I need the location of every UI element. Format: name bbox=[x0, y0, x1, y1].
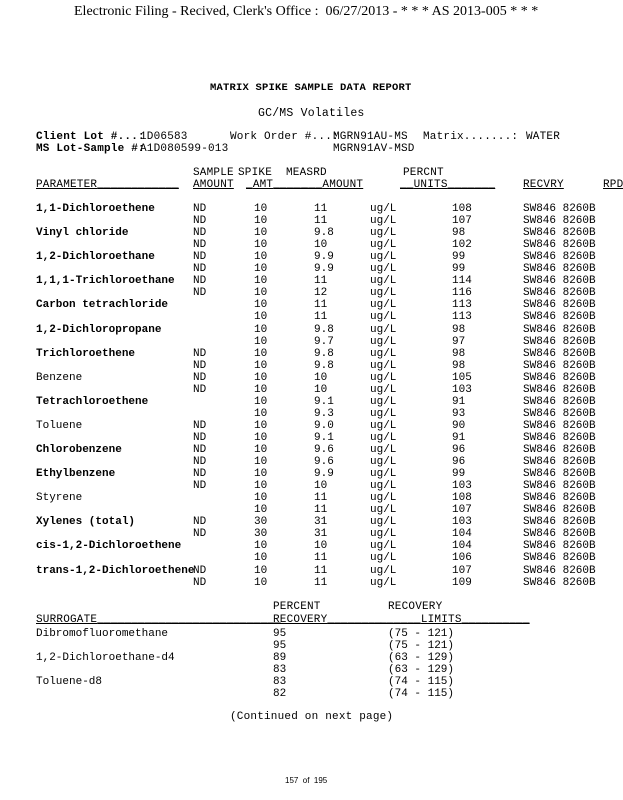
parameter-cell: Toluene bbox=[36, 419, 83, 432]
measured-amount-cell: 9.6 bbox=[314, 456, 334, 469]
units-cell: ug/L bbox=[370, 287, 397, 300]
units-cell: ug/L bbox=[370, 516, 397, 529]
parameter-cell: Xylenes (total) bbox=[36, 516, 136, 529]
head-sample: SAMPLE bbox=[193, 167, 234, 179]
units-cell: ug/L bbox=[370, 359, 397, 372]
units-cell: ug/L bbox=[370, 576, 397, 589]
table-row bbox=[0, 372, 618, 384]
spike-amount-cell: 10 bbox=[254, 407, 268, 420]
surrogate-percent-cell: 89 bbox=[273, 652, 287, 665]
table-row bbox=[0, 540, 618, 552]
recovery-cell: 103 bbox=[452, 516, 472, 529]
surrogate-name-cell: 1,2-Dichloroethane-d4 bbox=[36, 652, 175, 665]
measured-amount-cell: 9.8 bbox=[314, 227, 334, 240]
recovery-cell: 98 bbox=[452, 323, 466, 336]
sample-amount-cell: ND bbox=[193, 431, 207, 444]
measured-amount-cell: 11 bbox=[314, 299, 328, 312]
measured-amount-cell: 9.3 bbox=[314, 407, 334, 420]
units-cell: ug/L bbox=[370, 215, 397, 228]
head-amount2: ___AMOUNT bbox=[302, 179, 364, 191]
spike-amount-cell: 10 bbox=[254, 347, 268, 360]
units-cell: ug/L bbox=[370, 552, 397, 565]
units-cell: ug/L bbox=[370, 263, 397, 276]
recovery-cell: 107 bbox=[452, 504, 472, 517]
sample-amount-cell: ND bbox=[193, 251, 207, 264]
method-cell: SW846 8260B bbox=[523, 468, 596, 481]
recovery-cell: 116 bbox=[452, 287, 472, 300]
table-row bbox=[0, 480, 618, 492]
measured-amount-cell: 31 bbox=[314, 528, 328, 541]
method-cell: SW846 8260B bbox=[523, 335, 596, 348]
method-cell: SW846 8260B bbox=[523, 456, 596, 469]
units-cell: ug/L bbox=[370, 335, 397, 348]
surrogate-row bbox=[0, 628, 618, 640]
table-row bbox=[0, 552, 618, 564]
sample-amount-cell: ND bbox=[193, 576, 207, 589]
table-row bbox=[0, 311, 618, 323]
table-row bbox=[0, 565, 618, 577]
recovery-cell: 113 bbox=[452, 311, 472, 324]
spike-amount-cell: 10 bbox=[254, 383, 268, 396]
method-cell: SW846 8260B bbox=[523, 540, 596, 553]
parameter-cell: Styrene bbox=[36, 492, 83, 505]
spike-amount-cell: 10 bbox=[254, 263, 268, 276]
spike-amount-cell: 10 bbox=[254, 540, 268, 553]
parameter-cell: cis-1,2-Dichloroethene bbox=[36, 540, 182, 553]
recovery-cell: 109 bbox=[452, 576, 472, 589]
sample-amount-cell: ND bbox=[193, 419, 207, 432]
client-lot-label: Client Lot #...: bbox=[36, 131, 145, 143]
surrogate-limits-cell: (74 - 115) bbox=[388, 676, 455, 689]
recovery-cell: 107 bbox=[452, 564, 472, 577]
recovery-cell: 104 bbox=[452, 540, 472, 553]
table-row bbox=[0, 336, 618, 348]
spike-amount-cell: 10 bbox=[254, 227, 268, 240]
table-row bbox=[0, 251, 618, 263]
recovery-cell: 96 bbox=[452, 444, 466, 456]
parameter-cell: Tetrachloroethene bbox=[36, 395, 149, 408]
units-cell: ug/L bbox=[370, 504, 397, 517]
head-percnt: PERCNT bbox=[403, 167, 444, 179]
report-title: MATRIX SPIKE SAMPLE DATA REPORT bbox=[210, 82, 412, 94]
report-subtitle: GC/MS Volatiles bbox=[258, 107, 365, 120]
measured-amount-cell: 9.0 bbox=[314, 419, 334, 432]
recovery-cell: 104 bbox=[452, 528, 472, 541]
recovery-cell: 103 bbox=[452, 480, 472, 493]
surr-head-limits: ______LIMITS__________ bbox=[380, 614, 530, 626]
page-footer: 157 of 195 bbox=[285, 776, 328, 785]
units-cell: ug/L bbox=[370, 275, 397, 288]
recovery-cell: 98 bbox=[452, 227, 466, 240]
table-row bbox=[0, 227, 618, 239]
parameter-cell: Chlorobenzene bbox=[36, 444, 122, 456]
ms-lot-value: A1D080599-013 bbox=[140, 143, 229, 155]
method-cell: SW846 8260B bbox=[523, 480, 596, 493]
method-cell: SW846 8260B bbox=[523, 263, 596, 276]
surrogate-percent-cell: 82 bbox=[273, 688, 287, 701]
recovery-cell: 103 bbox=[452, 383, 472, 396]
method-cell: SW846 8260B bbox=[523, 215, 596, 228]
table-row bbox=[0, 360, 618, 372]
sample-amount-cell: ND bbox=[193, 528, 207, 541]
head-parameter: PARAMETER____________ bbox=[36, 179, 179, 191]
units-cell: ug/L bbox=[370, 419, 397, 432]
spike-amount-cell: 10 bbox=[254, 215, 268, 228]
table-row bbox=[0, 420, 618, 432]
surrogate-row bbox=[0, 640, 618, 652]
surrogate-row bbox=[0, 688, 618, 700]
method-cell: SW846 8260B bbox=[523, 516, 596, 529]
surr-head-percent: PERCENT bbox=[273, 601, 321, 613]
table-row bbox=[0, 203, 618, 215]
sample-amount-cell: ND bbox=[193, 480, 207, 493]
measured-amount-cell: 11 bbox=[314, 564, 328, 577]
matrix-value: WATER bbox=[526, 131, 561, 143]
surr-head-recovery: RECOVERY bbox=[388, 601, 443, 613]
measured-amount-cell: 9.6 bbox=[314, 444, 334, 456]
table-row bbox=[0, 275, 618, 287]
surrogate-limits-cell: (74 - 115) bbox=[388, 688, 455, 701]
head-spike: SPIKE bbox=[238, 167, 273, 179]
recovery-cell: 99 bbox=[452, 251, 466, 264]
method-cell: SW846 8260B bbox=[523, 371, 596, 384]
table-row bbox=[0, 577, 618, 589]
units-cell: ug/L bbox=[370, 299, 397, 312]
spike-amount-cell: 10 bbox=[254, 564, 268, 577]
measured-amount-cell: 9.1 bbox=[314, 395, 334, 408]
units-cell: ug/L bbox=[370, 444, 397, 456]
spike-amount-cell: 10 bbox=[254, 311, 268, 324]
table-row bbox=[0, 432, 618, 444]
spike-amount-cell: 10 bbox=[254, 371, 268, 384]
measured-amount-cell: 11 bbox=[314, 576, 328, 589]
units-cell: ug/L bbox=[370, 203, 397, 215]
recovery-cell: 108 bbox=[452, 492, 472, 505]
sample-amount-cell: ND bbox=[193, 359, 207, 372]
measured-amount-cell: 9.8 bbox=[314, 347, 334, 360]
method-cell: SW846 8260B bbox=[523, 431, 596, 444]
recovery-cell: 91 bbox=[452, 395, 466, 408]
measured-amount-cell: 10 bbox=[314, 480, 328, 493]
method-cell: SW846 8260B bbox=[523, 395, 596, 408]
method-cell: SW846 8260B bbox=[523, 359, 596, 372]
method-cell: SW846 8260B bbox=[523, 444, 596, 456]
measured-amount-cell: 11 bbox=[314, 275, 328, 288]
table-row bbox=[0, 468, 618, 480]
parameter-cell: 1,2-Dichloroethane bbox=[36, 251, 155, 264]
spike-amount-cell: 10 bbox=[254, 275, 268, 288]
sample-amount-cell: ND bbox=[193, 215, 207, 228]
spike-amount-cell: 10 bbox=[254, 468, 268, 481]
head-recvry: RECVRY bbox=[523, 179, 564, 191]
parameter-cell: Vinyl chloride bbox=[36, 227, 129, 240]
sample-amount-cell: ND bbox=[193, 444, 207, 456]
recovery-cell: 97 bbox=[452, 335, 466, 348]
units-cell: ug/L bbox=[370, 251, 397, 264]
parameter-cell: Carbon tetrachloride bbox=[36, 299, 169, 312]
table-row bbox=[0, 348, 618, 360]
work-order-value: MGRN91AU-MS bbox=[333, 131, 408, 143]
surrogate-percent-cell: 83 bbox=[273, 676, 287, 689]
sample-amount-cell: ND bbox=[193, 371, 207, 384]
surrogate-name-cell: Toluene-d8 bbox=[36, 676, 103, 689]
measured-amount-cell: 11 bbox=[314, 492, 328, 505]
units-cell: ug/L bbox=[370, 227, 397, 240]
table-row bbox=[0, 396, 618, 408]
ms-work-order-value: MGRN91AV-MSD bbox=[333, 143, 415, 155]
recovery-cell: 114 bbox=[452, 275, 472, 288]
sample-amount-cell: ND bbox=[193, 468, 207, 481]
sample-amount-cell: ND bbox=[193, 516, 207, 529]
spike-amount-cell: 10 bbox=[254, 456, 268, 469]
measured-amount-cell: 9.9 bbox=[314, 263, 334, 276]
method-cell: SW846 8260B bbox=[523, 504, 596, 517]
client-lot-value: 1D06583 bbox=[140, 131, 188, 143]
head-rpd: RPD bbox=[603, 179, 623, 191]
method-cell: SW846 8260B bbox=[523, 239, 596, 252]
spike-amount-cell: 10 bbox=[254, 504, 268, 517]
parameter-cell: 1,1,1-Trichloroethane bbox=[36, 275, 175, 288]
measured-amount-cell: 10 bbox=[314, 383, 328, 396]
recovery-cell: 93 bbox=[452, 407, 466, 420]
filing-header: Electronic Filing - Recived, Clerk's Office : 06/27/2013 - * * * AS 2013-005 * * * bbox=[74, 4, 539, 19]
spike-amount-cell: 30 bbox=[254, 516, 268, 529]
measured-amount-cell: 9.1 bbox=[314, 431, 334, 444]
method-cell: SW846 8260B bbox=[523, 323, 596, 336]
recovery-cell: 91 bbox=[452, 431, 466, 444]
spike-amount-cell: 10 bbox=[254, 419, 268, 432]
method-cell: SW846 8260B bbox=[523, 299, 596, 312]
measured-amount-cell: 11 bbox=[314, 311, 328, 324]
measured-amount-cell: 9.7 bbox=[314, 335, 334, 348]
spike-amount-cell: 10 bbox=[254, 335, 268, 348]
table-row bbox=[0, 299, 618, 311]
spike-amount-cell: 10 bbox=[254, 492, 268, 505]
units-cell: ug/L bbox=[370, 239, 397, 252]
parameter-cell: trans-1,2-Dichloroethene bbox=[36, 564, 195, 577]
table-row bbox=[0, 528, 618, 540]
table-row bbox=[0, 444, 618, 456]
method-cell: SW846 8260B bbox=[523, 552, 596, 565]
recovery-cell: 99 bbox=[452, 263, 466, 276]
spike-amount-cell: 10 bbox=[254, 359, 268, 372]
sample-amount-cell: ND bbox=[193, 287, 207, 300]
units-cell: ug/L bbox=[370, 540, 397, 553]
spike-amount-cell: 10 bbox=[254, 287, 268, 300]
measured-amount-cell: 12 bbox=[314, 287, 328, 300]
measured-amount-cell: 11 bbox=[314, 552, 328, 565]
table-row bbox=[0, 324, 618, 336]
spike-amount-cell: 10 bbox=[254, 552, 268, 565]
spike-amount-cell: 30 bbox=[254, 528, 268, 541]
measured-amount-cell: 9.9 bbox=[314, 468, 334, 481]
method-cell: SW846 8260B bbox=[523, 275, 596, 288]
method-cell: SW846 8260B bbox=[523, 419, 596, 432]
measured-amount-cell: 11 bbox=[314, 203, 328, 215]
table-row bbox=[0, 408, 618, 420]
measured-amount-cell: 10 bbox=[314, 540, 328, 553]
measured-amount-cell: 9.8 bbox=[314, 323, 334, 336]
parameter-cell: Ethylbenzene bbox=[36, 468, 116, 481]
surrogate-limits-cell: (63 - 129) bbox=[388, 652, 455, 665]
table-row bbox=[0, 287, 618, 299]
ms-lot-label: MS Lot-Sample #: bbox=[36, 143, 145, 155]
units-cell: ug/L bbox=[370, 492, 397, 505]
measured-amount-cell: 11 bbox=[314, 215, 328, 228]
units-cell: ug/L bbox=[370, 371, 397, 384]
surrogate-name-cell: Dibromofluoromethane bbox=[36, 628, 169, 640]
parameter-cell: Trichloroethene bbox=[36, 347, 136, 360]
table-row bbox=[0, 492, 618, 504]
measured-amount-cell: 11 bbox=[314, 504, 328, 517]
recovery-cell: 90 bbox=[452, 419, 466, 432]
units-cell: ug/L bbox=[370, 407, 397, 420]
spike-amount-cell: 10 bbox=[254, 239, 268, 252]
surrogate-row bbox=[0, 676, 618, 688]
sample-amount-cell: ND bbox=[193, 203, 207, 215]
surrogate-percent-cell: 95 bbox=[273, 640, 287, 653]
matrix-label: Matrix.......: bbox=[423, 131, 519, 143]
units-cell: ug/L bbox=[370, 347, 397, 360]
spike-amount-cell: 10 bbox=[254, 444, 268, 456]
surrogate-percent-cell: 83 bbox=[273, 664, 287, 677]
method-cell: SW846 8260B bbox=[523, 576, 596, 589]
surrogate-limits-cell: (75 - 121) bbox=[388, 640, 455, 653]
table-row bbox=[0, 239, 618, 251]
table-row bbox=[0, 215, 618, 227]
spike-amount-cell: 10 bbox=[254, 480, 268, 493]
recovery-cell: 98 bbox=[452, 347, 466, 360]
sample-amount-cell: ND bbox=[193, 564, 207, 577]
measured-amount-cell: 31 bbox=[314, 516, 328, 529]
units-cell: ug/L bbox=[370, 311, 397, 324]
recovery-cell: 99 bbox=[452, 468, 466, 481]
measured-amount-cell: 10 bbox=[314, 371, 328, 384]
sample-amount-cell: ND bbox=[193, 383, 207, 396]
units-cell: ug/L bbox=[370, 431, 397, 444]
units-cell: ug/L bbox=[370, 480, 397, 493]
sample-amount-cell: ND bbox=[193, 275, 207, 288]
surrogate-limits-cell: (75 - 121) bbox=[388, 628, 455, 640]
head-units: __UNITS_______ bbox=[400, 179, 496, 191]
surr-head-recovery2: RECOVERY________ bbox=[273, 614, 382, 626]
table-row bbox=[0, 516, 618, 528]
work-order-label: Work Order #...: bbox=[230, 131, 339, 143]
recovery-cell: 108 bbox=[452, 203, 472, 215]
method-cell: SW846 8260B bbox=[523, 203, 596, 215]
sample-amount-cell: ND bbox=[193, 227, 207, 240]
method-cell: SW846 8260B bbox=[523, 407, 596, 420]
sample-amount-cell: ND bbox=[193, 347, 207, 360]
units-cell: ug/L bbox=[370, 528, 397, 541]
table-row bbox=[0, 456, 618, 468]
surr-head-surrogate: SURROGATE___________________________ bbox=[36, 614, 281, 626]
measured-amount-cell: 9.9 bbox=[314, 251, 334, 264]
spike-amount-cell: 10 bbox=[254, 299, 268, 312]
head-amt: _AMT_____ bbox=[246, 179, 308, 191]
parameter-cell: 1,1-Dichloroethene bbox=[36, 203, 155, 215]
table-row bbox=[0, 504, 618, 516]
table-row bbox=[0, 384, 618, 396]
recovery-cell: 96 bbox=[452, 456, 466, 469]
spike-amount-cell: 10 bbox=[254, 431, 268, 444]
units-cell: ug/L bbox=[370, 323, 397, 336]
head-amount: AMOUNT bbox=[193, 179, 234, 191]
spike-amount-cell: 10 bbox=[254, 395, 268, 408]
spike-amount-cell: 10 bbox=[254, 251, 268, 264]
sample-amount-cell: ND bbox=[193, 239, 207, 252]
measured-amount-cell: 10 bbox=[314, 239, 328, 252]
surrogate-row bbox=[0, 652, 618, 664]
method-cell: SW846 8260B bbox=[523, 227, 596, 240]
units-cell: ug/L bbox=[370, 564, 397, 577]
sample-amount-cell: ND bbox=[193, 456, 207, 469]
recovery-cell: 113 bbox=[452, 299, 472, 312]
surrogate-percent-cell: 95 bbox=[273, 628, 287, 640]
units-cell: ug/L bbox=[370, 383, 397, 396]
head-measrd: MEASRD bbox=[286, 167, 327, 179]
recovery-cell: 107 bbox=[452, 215, 472, 228]
units-cell: ug/L bbox=[370, 395, 397, 408]
units-cell: ug/L bbox=[370, 468, 397, 481]
method-cell: SW846 8260B bbox=[523, 564, 596, 577]
method-cell: SW846 8260B bbox=[523, 251, 596, 264]
spike-amount-cell: 10 bbox=[254, 203, 268, 215]
parameter-cell: 1,2-Dichloropropane bbox=[36, 323, 162, 336]
sample-amount-cell: ND bbox=[193, 263, 207, 276]
spike-amount-cell: 10 bbox=[254, 576, 268, 589]
method-cell: SW846 8260B bbox=[523, 492, 596, 505]
parameter-cell: Benzene bbox=[36, 371, 83, 384]
recovery-cell: 102 bbox=[452, 239, 472, 252]
method-cell: SW846 8260B bbox=[523, 287, 596, 300]
recovery-cell: 106 bbox=[452, 552, 472, 565]
surrogate-limits-cell: (63 - 129) bbox=[388, 664, 455, 677]
method-cell: SW846 8260B bbox=[523, 311, 596, 324]
recovery-cell: 98 bbox=[452, 359, 466, 372]
recovery-cell: 105 bbox=[452, 371, 472, 384]
surrogate-row bbox=[0, 664, 618, 676]
method-cell: SW846 8260B bbox=[523, 528, 596, 541]
continued-note: (Continued on next page) bbox=[230, 711, 394, 723]
units-cell: ug/L bbox=[370, 456, 397, 469]
measured-amount-cell: 9.8 bbox=[314, 359, 334, 372]
method-cell: SW846 8260B bbox=[523, 383, 596, 396]
table-row bbox=[0, 263, 618, 275]
method-cell: SW846 8260B bbox=[523, 347, 596, 360]
spike-amount-cell: 10 bbox=[254, 323, 268, 336]
